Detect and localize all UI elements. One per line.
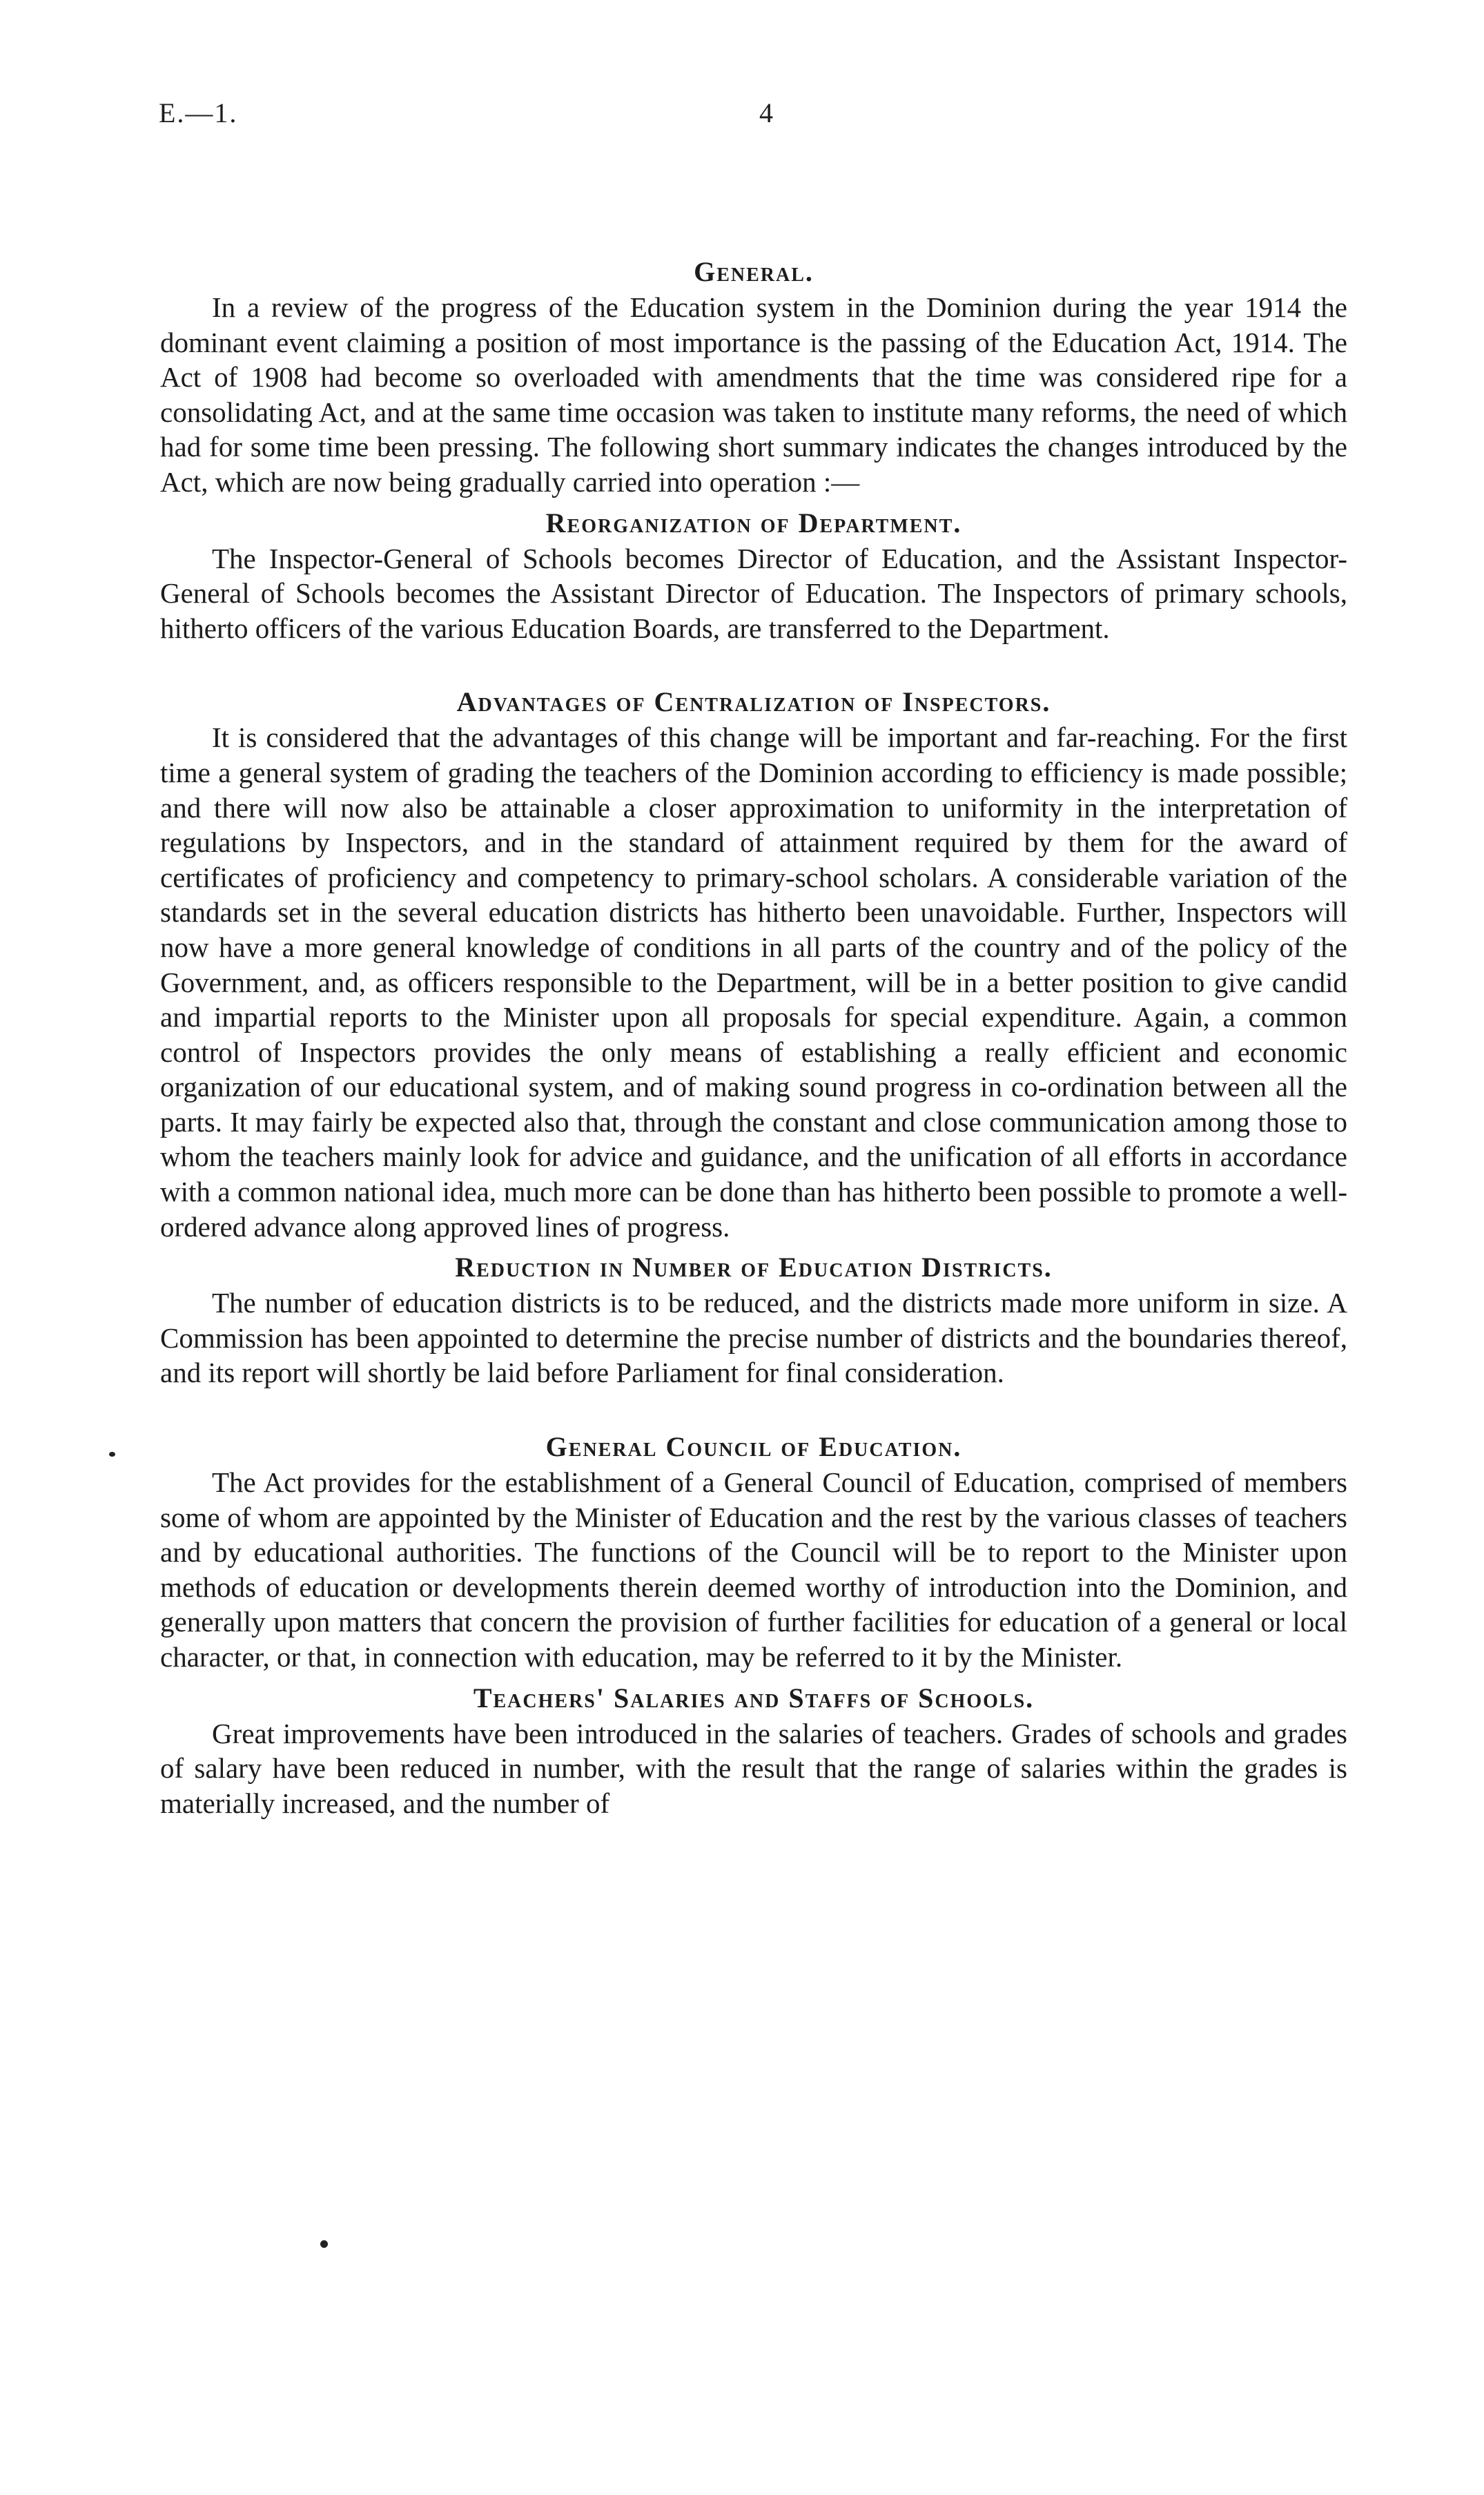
section-paragraph: The number of education districts is to be reduced, and the districts made more uniform in size. A Commission has been appointed to determine the precise number of districts and the boundaries thereof, and its report will shortly be laid before Parliament for final consideration. <box>160 1287 1347 1389</box>
section-salaries <box>160 1680 1347 1821</box>
page-number: 4 <box>759 97 773 128</box>
section-paragraph: It is considered that the advantages of this change will be important and far-reaching. For the first time a general system of grading the teachers of the Dominion according to efficiency is made possible; and there will now also be attainable a closer approximation to uniformity in the interpretation of regulations by Inspectors, and in the standard of attainment required by them for the award of certificates of proficiency and competency to primary-school scholars. A considerable variation of the standards set in the several education districts has hitherto been unavoidable. Further, Inspectors will now have a more general knowledge of conditions in all parts of the country and of the policy of the Government, and, as officers responsible to the Department, will be in a better position to give candid and impartial reports to the Minister upon all proposals for special expenditure. Again, a common control of Inspectors provides the only means of establishing a really efficient and economic organization of our educational system, and of making sound progress in co-ordination between all the parts. It may fairly be expected also that, through the constant and close communication among those to whom the teachers mainly look for advice and guidance, and the unification of all efforts in accordance with a common national idea, much more can be done than has hitherto been possible to promote a well-ordered advance along approved lines of progress. <box>160 721 1347 1243</box>
section-general <box>160 254 1347 500</box>
section-heading: Reorganization of Department. <box>545 507 962 538</box>
section-paragraph: The Act provides for the establishment of a General Council of Education, comprised of members some of whom are appointed by the Minister of Education and the rest by the various classes of teachers and by educational authorities. The functions of the Council will be to report to the Minister upon methods of education or developments therein deemed worthy of introduction into the Dominion, and generally upon matters that concern the provision of further facilities for education of a general or local character, or that, in connection with education, may be referred to it by the Minister. <box>160 1466 1347 1673</box>
section-reorganization <box>160 505 1347 646</box>
section-heading: Advantages of Centralization of Inspectors. <box>456 686 1051 718</box>
section-paragraph: In a review of the progress of the Education system in the Dominion during the year 1914 the dominant event claiming a position of most importance is the passing of the Education Act, 1914. The Act of 1908 had become so overloaded with amendments that the time was considered ripe for a consolidating Act, and at the same time occasion was taken to institute many reforms, the need of which had for some time been pressing. The following short summary indicates the changes introduced by the Act, which are now being gradually carried into operation :— <box>160 291 1347 498</box>
section-paragraph: Great improvements have been introduced in the salaries of teachers. Grades of schools and grades of salary have been reduced in number, with the result that the range of salaries within the grades is materially increased, and the number of <box>160 1717 1347 1819</box>
section-heading: Teachers' Salaries and Staffs of Schools. <box>473 1682 1035 1714</box>
section-heading: General Council of Education. <box>545 1431 962 1463</box>
section-reduction <box>160 1250 1347 1390</box>
section-centralization <box>160 684 1347 1244</box>
document-body <box>160 254 1347 1821</box>
section-heading: General. <box>694 256 814 287</box>
footer-ink-mark <box>320 2240 328 2248</box>
section-paragraph: The Inspector-General of Schools becomes Director of Education, and the Assistant Inspector-General of Schools becomes the Assistant Director of Education. The Inspectors of primary schools, hitherto officers of the various Education Boards, are transferred to the Department. <box>160 542 1347 644</box>
page-header <box>159 97 1346 138</box>
section-council <box>160 1429 1347 1675</box>
margin-ink-mark <box>109 1452 115 1457</box>
document-reference: E.—1. <box>159 97 238 128</box>
section-heading: Reduction in Number of Education Districts. <box>455 1252 1053 1283</box>
